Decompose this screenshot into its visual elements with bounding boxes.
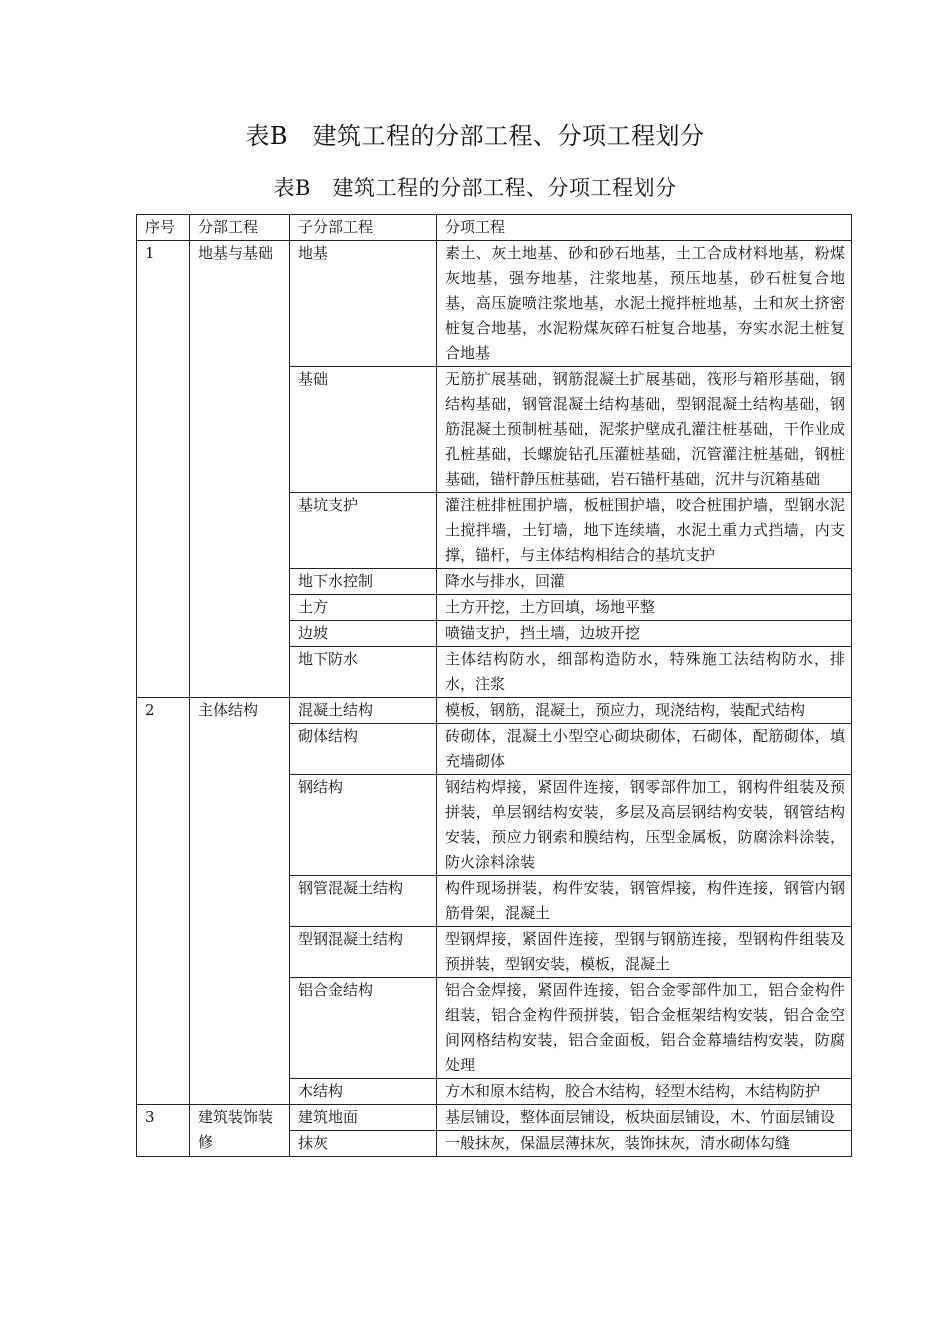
subdivision-name: 砌体结构 — [290, 724, 437, 775]
group-name: 主体结构 — [190, 698, 290, 1105]
subdivision-name: 土方 — [290, 595, 437, 621]
subdivision-items: 主体结构防水，细部构造防水，特殊施工法结构防水，排水，注浆 — [437, 647, 852, 698]
subdivision-name: 混凝土结构 — [290, 698, 437, 724]
subdivision-items: 模板，钢筋，混凝土，预应力，现浇结构，装配式结构 — [437, 698, 852, 724]
table-title: 表B 建筑工程的分部工程、分项工程划分 — [273, 176, 677, 200]
subdivision-name: 钢结构 — [290, 775, 437, 876]
subdivision-name: 木结构 — [290, 1079, 437, 1105]
division-table — [136, 214, 852, 1157]
subdivision-name: 型钢混凝土结构 — [290, 927, 437, 978]
subdivision-items: 一般抹灰，保温层薄抹灰，装饰抹灰，清水砌体勾缝 — [437, 1131, 852, 1157]
table-row — [137, 698, 852, 724]
table-header-row — [137, 215, 852, 241]
subdivision-name: 地下水控制 — [290, 569, 437, 595]
subdivision-items: 构件现场拼装，构件安装，钢管焊接，构件连接，钢管内钢筋骨架，混凝土 — [437, 876, 852, 927]
group-name: 建筑装饰装修 — [190, 1105, 290, 1157]
group-number: 2 — [137, 698, 190, 1105]
table-row — [137, 1105, 852, 1131]
subdivision-items: 降水与排水，回灌 — [437, 569, 852, 595]
group-name: 地基与基础 — [190, 241, 290, 698]
table-row — [137, 241, 852, 367]
subdivision-name: 基础 — [290, 367, 437, 493]
header-items: 分项工程 — [437, 215, 852, 241]
header-division: 分部工程 — [190, 215, 290, 241]
subdivision-items: 型钢焊接，紧固件连接，型钢与钢筋连接，型钢构件组装及预拼装，型钢安装，模板，混凝土 — [437, 927, 852, 978]
header-index: 序号 — [137, 215, 190, 241]
subdivision-items: 铝合金焊接，紧固件连接，铝合金零部件加工，铝合金构件组装，铝合金构件预拼装，铝合金框架结构安装，铝合金空间网格结构安装，铝合金面板，铝合金幕墙结构安装，防腐处理 — [437, 978, 852, 1079]
subdivision-name: 铝合金结构 — [290, 978, 437, 1079]
subdivision-items: 喷锚支护，挡土墙，边坡开挖 — [437, 621, 852, 647]
subdivision-name: 钢管混凝土结构 — [290, 876, 437, 927]
subdivision-items: 土方开挖，土方回填，场地平整 — [437, 595, 852, 621]
subdivision-name: 基坑支护 — [290, 493, 437, 569]
subdivision-items: 基层铺设，整体面层铺设，板块面层铺设，木、竹面层铺设 — [437, 1105, 852, 1131]
subdivision-items: 钢结构焊接，紧固件连接，钢零部件加工，钢构件组装及预拼装，单层钢结构安装，多层及高层钢结构安装，钢管结构安装，预应力钢索和膜结构，压型金属板，防腐涂料涂装，防火涂料涂装 — [437, 775, 852, 876]
group-number: 3 — [137, 1105, 190, 1157]
subdivision-name: 地基 — [290, 241, 437, 367]
subdivision-name: 边坡 — [290, 621, 437, 647]
subdivision-items: 素土、灰土地基、砂和砂石地基，土工合成材料地基，粉煤灰地基，强夯地基，注浆地基，预压地基，砂石桩复合地基，高压旋喷注浆地基，水泥土搅拌桩地基，土和灰土挤密桩复合地基，水泥粉煤灰碎石桩复合地基，夯实水泥土桩复合地基 — [437, 241, 852, 367]
subdivision-name: 建筑地面 — [290, 1105, 437, 1131]
subdivision-items: 方木和原木结构，胶合木结构，轻型木结构，木结构防护 — [437, 1079, 852, 1105]
subdivision-name: 抹灰 — [290, 1131, 437, 1157]
subdivision-name: 地下防水 — [290, 647, 437, 698]
group-number: 1 — [137, 241, 190, 698]
subdivision-items: 灌注桩排桩围护墙，板桩围护墙，咬合桩围护墙，型钢水泥土搅拌墙，土钉墙，地下连续墙，水泥土重力式挡墙，内支撑，锚杆，与主体结构相结合的基坑支护 — [437, 493, 852, 569]
subdivision-items: 砖砌体，混凝土小型空心砌块砌体，石砌体，配筋砌体，填充墙砌体 — [437, 724, 852, 775]
header-subdivision: 子分部工程 — [290, 215, 437, 241]
page-title: 表B 建筑工程的分部工程、分项工程划分 — [245, 122, 705, 150]
subdivision-items: 无筋扩展基础，钢筋混凝土扩展基础，筏形与箱形基础，钢结构基础，钢管混凝土结构基础，型钢混凝土结构基础，钢筋混凝土预制桩基础，泥浆护壁成孔灌注桩基础，干作业成孔桩基础，长螺旋钻孔压灌桩基础，沉管灌注桩基础，钢桩基础，锚杆静压桩基础，岩石锚杆基础，沉井与沉箱基础 — [437, 367, 852, 493]
